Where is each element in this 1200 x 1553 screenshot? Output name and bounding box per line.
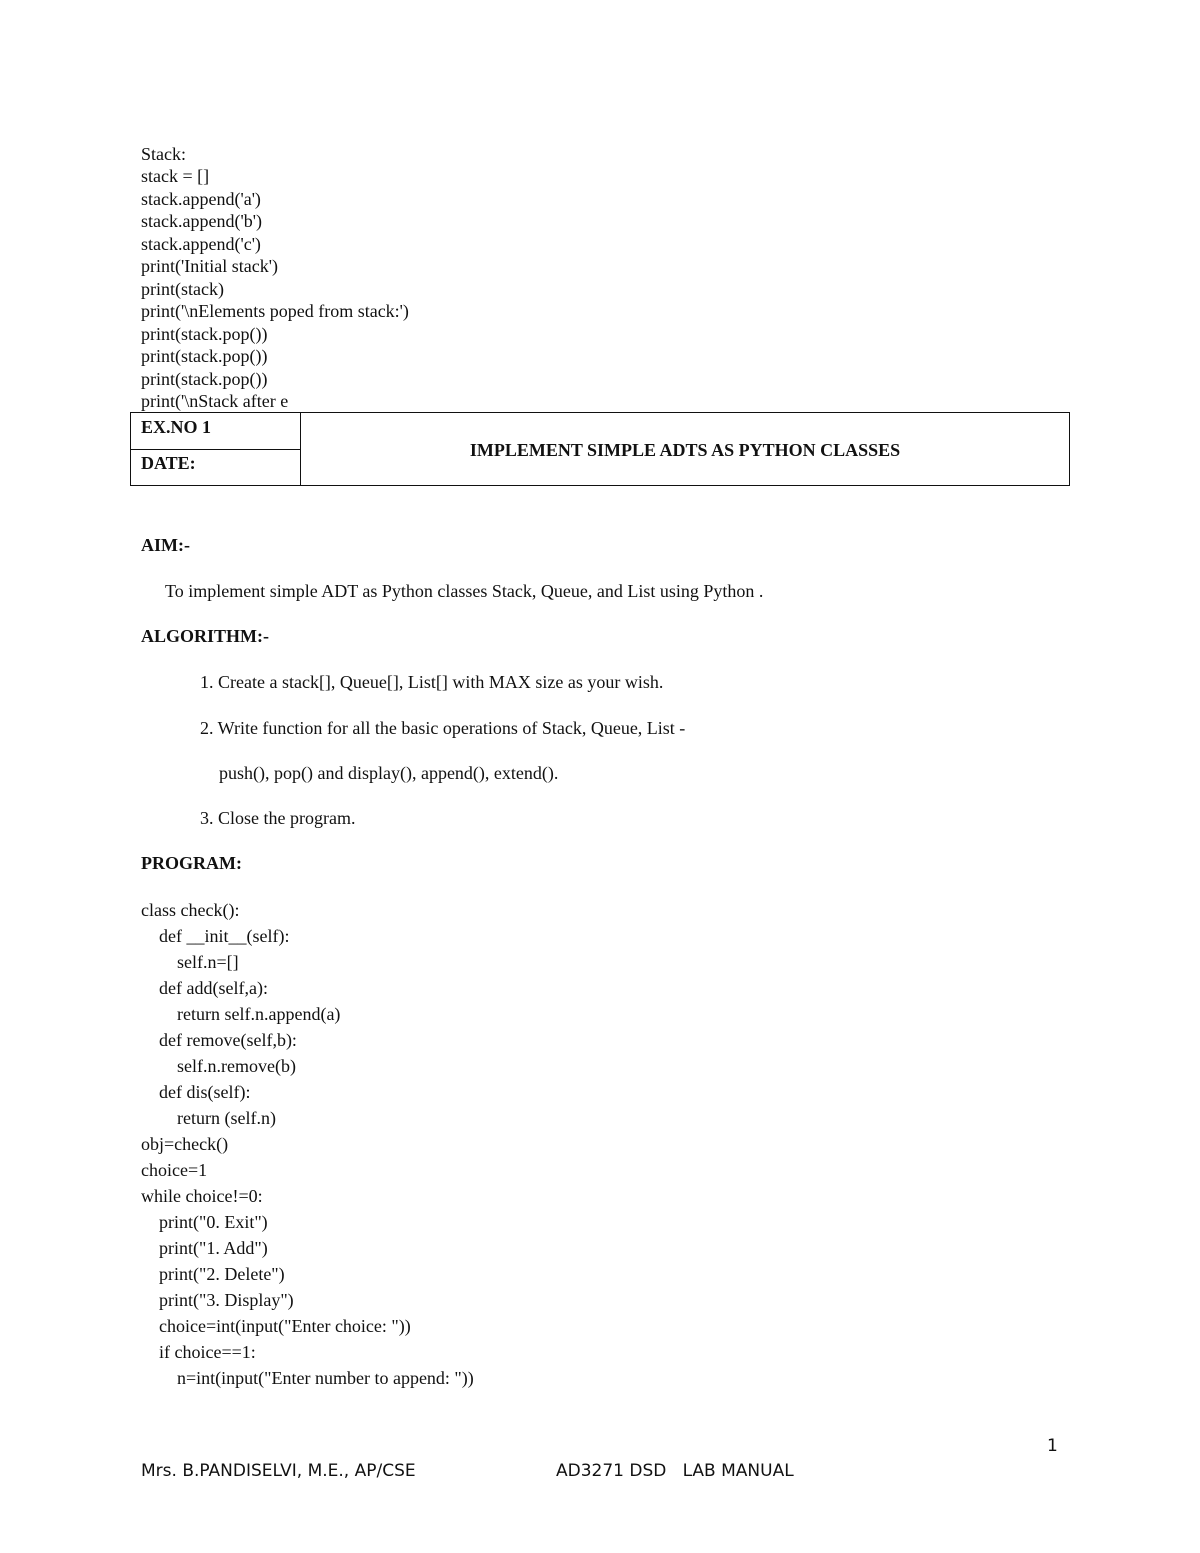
program-line: self.n=[]: [141, 952, 239, 972]
program-line: while choice!=0:: [141, 1186, 263, 1206]
ex-no-label: EX.NO 1: [141, 417, 212, 437]
program-line: choice=1: [141, 1160, 208, 1180]
code-line: print('\nElements poped from stack:'): [141, 301, 409, 321]
program-line: def add(self,a):: [141, 978, 268, 998]
program-line: self.n.remove(b): [141, 1056, 296, 1076]
algorithm-step: 2. Write function for all the basic operations of Stack, Queue, List -: [200, 718, 686, 738]
code-line: stack.append('b'): [141, 211, 262, 231]
header-divider: [131, 449, 301, 450]
aim-text: To implement simple ADT as Python classes Stack, Queue, and List using Python .: [165, 581, 764, 601]
code-line: print(stack.pop()): [141, 346, 268, 366]
program-heading: PROGRAM:: [141, 853, 242, 873]
program-line: obj=check(): [141, 1134, 229, 1154]
footer-manual-title: AD3271 DSD LAB MANUAL: [556, 1461, 794, 1481]
program-line: if choice==1:: [141, 1342, 256, 1362]
code-line: print(stack.pop()): [141, 369, 268, 389]
page-number: 1: [1047, 1436, 1058, 1456]
algorithm-step: push(), pop() and display(), append(), extend().: [219, 763, 559, 783]
code-line: print('\nStack after e: [141, 391, 289, 411]
program-line: print("1. Add"): [141, 1238, 268, 1258]
program-line: print("3. Display"): [141, 1290, 294, 1310]
code-line: print(stack.pop()): [141, 324, 268, 344]
code-line: stack.append('a'): [141, 189, 261, 209]
experiment-title: IMPLEMENT SIMPLE ADTS AS PYTHON CLASSES: [469, 440, 901, 460]
program-line: print("2. Delete"): [141, 1264, 285, 1284]
algorithm-heading: ALGORITHM:-: [141, 626, 269, 646]
program-line: print("0. Exit"): [141, 1212, 268, 1232]
algorithm-step: 1. Create a stack[], Queue[], List[] with MAX size as your wish.: [200, 672, 664, 692]
program-line: class check():: [141, 900, 240, 920]
algorithm-step: 3. Close the program.: [200, 808, 356, 828]
program-line: choice=int(input("Enter choice: ")): [141, 1316, 411, 1336]
footer-author: Mrs. B.PANDISELVI, M.E., AP/CSE: [141, 1461, 416, 1481]
code-line: stack = []: [141, 166, 210, 186]
program-line: def dis(self):: [141, 1082, 251, 1102]
date-label: DATE:: [141, 453, 196, 473]
aim-heading: AIM:-: [141, 535, 190, 555]
program-line: def remove(self,b):: [141, 1030, 297, 1050]
code-line: stack.append('c'): [141, 234, 261, 254]
program-line: n=int(input("Enter number to append: ")): [141, 1368, 474, 1388]
program-line: def __init__(self):: [141, 926, 290, 946]
code-line: Stack:: [141, 144, 186, 164]
program-line: return self.n.append(a): [141, 1004, 341, 1024]
experiment-header-table: [130, 412, 1070, 486]
program-line: return (self.n): [141, 1108, 276, 1128]
code-line: print('Initial stack'): [141, 256, 278, 276]
code-line: print(stack): [141, 279, 224, 299]
